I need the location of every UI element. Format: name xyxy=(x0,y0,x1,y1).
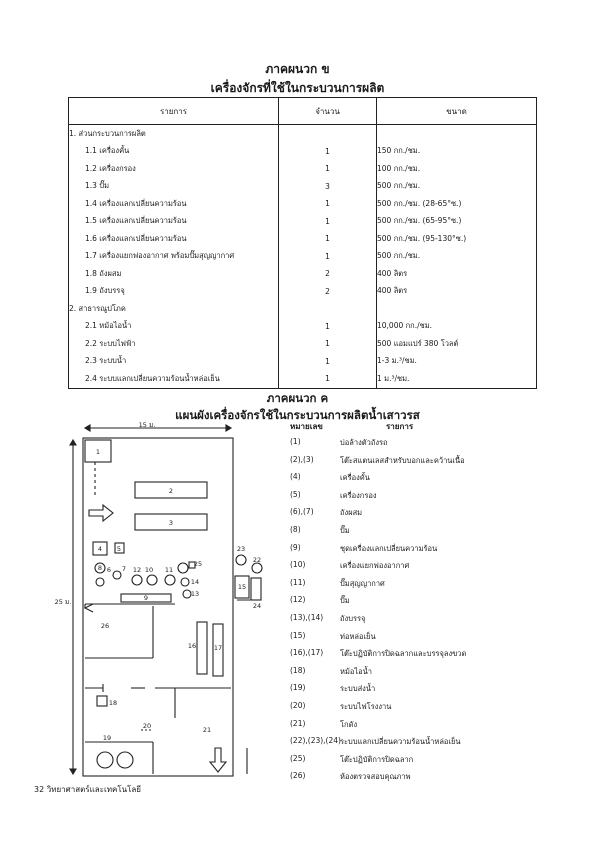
table-row xyxy=(69,370,537,388)
cell-item: 1.4 เครื่องแลกเปลี่ยนความร้อน xyxy=(69,195,279,213)
legend-code: (26) xyxy=(290,771,306,781)
cell-item: 1. ส่วนกระบวนการผลิต xyxy=(69,125,279,143)
legend-code: (15) xyxy=(290,630,306,640)
cell-size: 150 กก./ชม. xyxy=(377,143,537,161)
legend-code: (16),(17) xyxy=(290,648,324,658)
cell-item: 2.1 หม้อไอน้ำ xyxy=(69,318,279,336)
cell-qty: 1 xyxy=(279,318,377,336)
legend-code: (13),(14) xyxy=(290,613,324,622)
cell-item: 1.8 ถังผสม xyxy=(69,265,279,283)
plan-label-25: 25 xyxy=(193,560,203,568)
plan-label-13: 13 xyxy=(190,590,200,598)
column-header-qty: จำนวน xyxy=(279,98,377,125)
cell-size: 500 กก./ชม. xyxy=(377,248,537,266)
cell-qty: 1 xyxy=(279,335,377,353)
cell-size: 500 กก./ชม. (95-130°ซ.) xyxy=(377,230,537,248)
plan-label-4: 4 xyxy=(97,545,103,553)
legend-code: (11) xyxy=(290,577,306,587)
appendix-b-subtitle: เครื่องจักรที่ใช้ในกระบวนการผลิต xyxy=(210,81,385,95)
legend-code: (6),(7) xyxy=(290,507,314,517)
legend-description: ห้องตรวจสอบคุณภาพ xyxy=(340,772,411,782)
plan-label-17: 17 xyxy=(213,644,223,652)
cell-item: 1.5 เครื่องแลกเปลี่ยนความร้อน xyxy=(69,213,279,231)
cell-size: 1-3 ม.³/ชม. xyxy=(377,353,537,371)
legend-code: (8) xyxy=(290,525,301,534)
legend-code: (2),(3) xyxy=(290,454,314,464)
cell-qty: 1 xyxy=(279,353,377,371)
legend-code: (1) xyxy=(290,437,301,446)
legend-description: โต๊ะปฏิบัติการปิดฉลากและบรรจุลงขวด xyxy=(340,649,467,659)
cell-size: 1 ม.³/ชม. xyxy=(377,370,537,388)
legend-code: (21) xyxy=(290,718,306,728)
legend-description: โต๊ะสแตนเลสสำหรับบอกและคว้านเนื้อ xyxy=(340,455,465,465)
cell-qty: 1 xyxy=(279,195,377,213)
plan-label-5: 5 xyxy=(116,545,122,553)
plan-label-18: 18 xyxy=(108,699,118,707)
legend-description: เครื่องแยกฟองอากาศ xyxy=(340,561,410,571)
legend-description: หม้อไอน้ำ xyxy=(340,666,373,676)
cell-item: 2.2 ระบบไฟฟ้า xyxy=(69,335,279,353)
cell-qty: 3 xyxy=(279,178,377,196)
cell-size: 400 ลิตร xyxy=(377,283,537,301)
cell-size xyxy=(377,300,537,318)
cell-qty: 2 xyxy=(279,283,377,301)
plan-label-2: 2 xyxy=(168,487,174,495)
table-row xyxy=(69,160,537,178)
plan-label-22: 22 xyxy=(252,556,262,564)
table-row xyxy=(69,230,537,248)
table-row xyxy=(69,300,537,318)
plan-label-15: 15 xyxy=(237,583,247,591)
table-header-row xyxy=(69,98,537,125)
plan-label-14: 14 xyxy=(190,578,200,586)
appendix-c-subtitle: แผนผังเครื่องจักรใช้ในกระบวนการผลิตน้ำเสาวรส xyxy=(175,408,420,422)
table-row xyxy=(69,125,537,143)
column-header-size: ขนาด xyxy=(377,98,537,125)
table-row xyxy=(69,335,537,353)
plan-label-1: 1 xyxy=(95,448,101,456)
table-row xyxy=(69,178,537,196)
plan-label-7: 7 xyxy=(121,565,127,573)
plan-width-label: 15 ม. xyxy=(138,421,156,429)
cell-size: 400 ลิตร xyxy=(377,265,537,283)
legend-description: ถังบรรจุ xyxy=(340,614,366,623)
legend-header-desc: รายการ xyxy=(386,422,414,431)
equipment-table-body xyxy=(69,125,537,389)
table-row xyxy=(69,213,537,231)
cell-size: 500 กก./ชม. xyxy=(377,178,537,196)
legend-code: (9) xyxy=(290,542,301,552)
cell-item: 1.9 ถังบรรจุ xyxy=(69,283,279,301)
table-row xyxy=(69,283,537,301)
cell-item: 2. สาธารณูปโภค xyxy=(69,300,279,318)
cell-qty: 1 xyxy=(279,143,377,161)
cell-qty: 2 xyxy=(279,265,377,283)
legend-description: ถังผสม xyxy=(340,508,363,518)
legend-code: (4) xyxy=(290,472,301,482)
legend-code: (19) xyxy=(290,683,306,693)
cell-item: 1.2 เครื่องกรอง xyxy=(69,160,279,178)
cell-item: 1.3 ปั๊ม xyxy=(69,178,279,196)
table-row xyxy=(69,353,537,371)
table-row xyxy=(69,195,537,213)
cell-qty: 1 xyxy=(279,370,377,388)
legend-description: เครื่องกรอง xyxy=(340,490,377,500)
legend-code: (12) xyxy=(290,595,306,605)
cell-size: 500 แอมแปร์ 380 โวลต์ xyxy=(377,335,537,353)
factory-floor-plan xyxy=(55,418,275,790)
plan-label-9: 9 xyxy=(143,594,149,602)
equipment-table xyxy=(68,97,537,389)
plan-label-16: 16 xyxy=(187,642,197,650)
cell-item: 1.1 เครื่องคั้น xyxy=(69,143,279,161)
cell-item: 2.3 ระบบน้ำ xyxy=(69,353,279,371)
legend-description: ระบบไฟโรงงาน xyxy=(340,702,392,711)
legend-description: ปั๊มสุญญากาศ xyxy=(340,578,385,588)
appendix-c-title: ภาคผนวก ค xyxy=(266,391,329,405)
plan-label-6: 6 xyxy=(106,566,112,574)
cell-size: 100 กก./ชม. xyxy=(377,160,537,178)
table-row xyxy=(69,143,537,161)
legend-code: (22),(23),(24) xyxy=(290,736,341,746)
legend-description: โกดัง xyxy=(340,719,358,729)
plan-label-11: 11 xyxy=(164,566,174,574)
cell-qty: 1 xyxy=(279,160,377,178)
plan-label-3: 3 xyxy=(168,519,174,527)
plan-height-label: 25 ม. xyxy=(55,598,72,606)
table-row xyxy=(69,318,537,336)
legend-code: (10) xyxy=(290,560,306,570)
legend-description: เครื่องคั้น xyxy=(340,473,370,483)
cell-qty: 1 xyxy=(279,230,377,248)
plan-label-8: 8 xyxy=(97,564,103,572)
plan-label-21: 21 xyxy=(202,726,212,734)
legend-code: (25) xyxy=(290,753,306,763)
column-header-item: รายการ xyxy=(69,98,279,125)
cell-size xyxy=(377,125,537,143)
legend-description: ชุดเครื่องแลกเปลี่ยนความร้อน xyxy=(340,543,438,553)
cell-qty xyxy=(279,300,377,318)
cell-qty xyxy=(279,125,377,143)
cell-size: 500 กก./ชม. (28-65°ซ.) xyxy=(377,195,537,213)
legend-header-code: หมายเลข xyxy=(290,422,323,431)
cell-size: 500 กก./ชม. (65-95°ซ.) xyxy=(377,213,537,231)
legend-code: (18) xyxy=(290,665,306,675)
plan-label-24: 24 xyxy=(252,602,262,610)
legend-description: ปั๊ม xyxy=(340,526,350,535)
legend-description: บ่อล้างตัวถังรถ xyxy=(340,438,388,447)
plan-label-10: 10 xyxy=(144,566,154,574)
cell-size: 10,000 กก./ชม. xyxy=(377,318,537,336)
legend-description: ปั๊ม xyxy=(340,596,350,606)
cell-qty: 1 xyxy=(279,248,377,266)
plan-label-26: 26 xyxy=(100,622,110,630)
table-row xyxy=(69,265,537,283)
cell-item: 1.6 เครื่องแลกเปลี่ยนความร้อน xyxy=(69,230,279,248)
legend-description: โต๊ะปฏิบัติการปิดฉลาก xyxy=(340,754,414,764)
plan-label-23: 23 xyxy=(236,545,246,553)
legend-code: (5) xyxy=(290,489,301,499)
page-footer: 32 วิทยาศาสตร์และเทคโนโลยี xyxy=(34,785,141,794)
plan-label-20: 20 xyxy=(142,722,152,730)
appendix-b-title: ภาคผนวก ข xyxy=(265,62,330,76)
cell-item: 2.4 ระบบแลกเปลี่ยนความร้อนน้ำหล่อเย็น xyxy=(69,370,279,388)
plan-label-12: 12 xyxy=(132,566,142,574)
legend-description: ท่อหล่อเย็น xyxy=(340,631,376,641)
cell-qty: 1 xyxy=(279,213,377,231)
plan-label-19: 19 xyxy=(102,734,112,742)
legend-description: ระบบแลกเปลี่ยนความร้อนน้ำหล่อเย็น xyxy=(340,737,461,747)
table-row xyxy=(69,248,537,266)
legend-code: (20) xyxy=(290,701,306,710)
cell-item: 1.7 เครื่องแยกฟองอากาศ พร้อมปั๊มสุญญากาศ xyxy=(69,248,279,266)
legend-description: ระบบส่งน้ำ xyxy=(340,684,376,694)
